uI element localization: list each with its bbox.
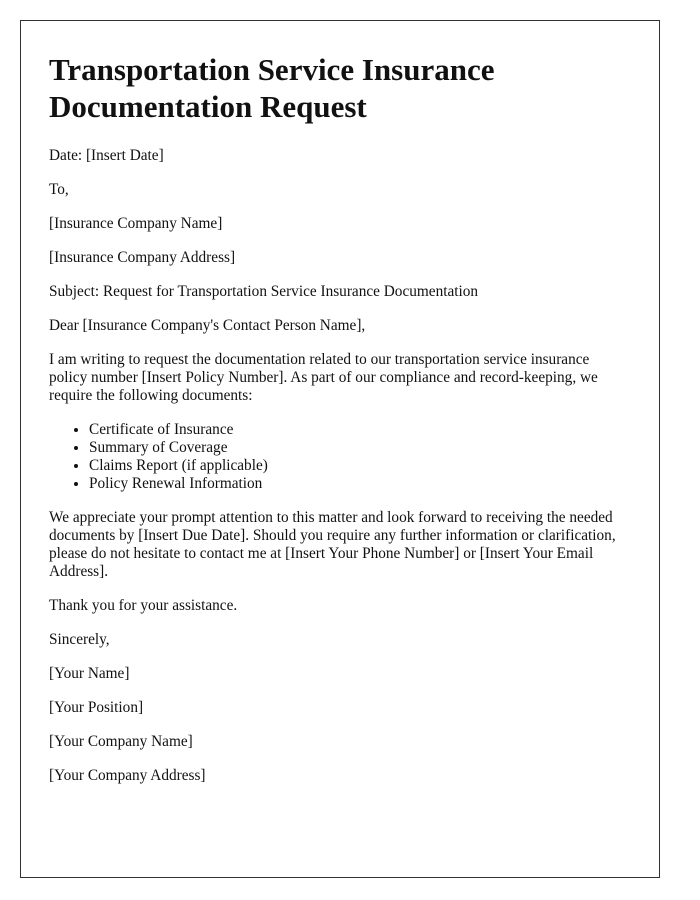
body-followup: We appreciate your prompt attention to this matter and look forward to receiving the needed documents by [Insert Due Date]. Should you require any further information or clarification, please do not hesitate to contact me at [Insert Your Phone Number] or [Insert Your Email Address]. [49, 509, 616, 580]
letter-page [20, 20, 660, 878]
sender-name: [Your Name] [49, 665, 130, 682]
subject-line: Subject: Request for Transportation Service Insurance Documentation [49, 283, 479, 300]
list-item: • Policy Renewal Information [89, 475, 631, 493]
list-item: • Certificate of Insurance [89, 421, 631, 439]
sender-position: [Your Position] [49, 699, 144, 716]
thanks-line: Thank you for your assistance. [49, 597, 238, 614]
document-list [49, 421, 631, 493]
letter-title: Transportation Service Insurance Documentation Request [49, 52, 495, 124]
list-item: • Summary of Coverage [89, 439, 631, 457]
salutation: Dear [Insurance Company's Contact Person Name], [49, 317, 366, 334]
list-item: • Claims Report (if applicable) [89, 457, 631, 475]
sender-company-name: [Your Company Name] [49, 733, 193, 750]
to-line: To, [49, 181, 69, 198]
recipient-company-name: [Insurance Company Name] [49, 215, 223, 232]
body-intro: I am writing to request the documentation related to our transportation service insurance policy number [Insert Policy Number]. As part of our compliance and record-keeping, we require the following documents: [49, 351, 598, 404]
date-line: Date: [Insert Date] [49, 147, 164, 164]
recipient-company-address: [Insurance Company Address] [49, 249, 236, 266]
sender-company-address: [Your Company Address] [49, 767, 206, 784]
closing: Sincerely, [49, 631, 110, 648]
